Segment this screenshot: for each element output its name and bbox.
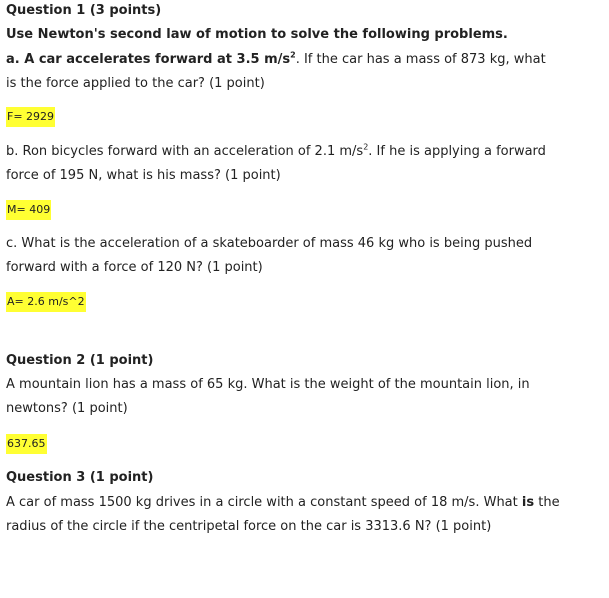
question-3-start: A car of mass 1500 kg drives in a circle with a constant speed of 18 m/s. What: [6, 495, 522, 510]
superscript-2: 2: [290, 50, 296, 60]
question-1a-rest: If the car has a mass of 873 kg, what: [299, 52, 546, 67]
answer-1c: A= 2.6 m/s^2: [6, 292, 86, 312]
question-1-intro: Use Newton's second law of motion to solve the following problems.: [6, 27, 508, 42]
question-1a-line-2: is the force applied to the car? (1 point): [6, 76, 265, 91]
question-1b-start: b. Ron bicycles forward with an acceleration of 2.1 m/s: [6, 144, 364, 159]
answer-1b-row: [6, 200, 596, 220]
answer-1b: M= 409: [6, 200, 51, 220]
answer-2: 637.65: [6, 434, 47, 454]
question-2-line-1: A mountain lion has a mass of 65 kg. What is the weight of the mountain lion, in: [6, 377, 530, 392]
answer-1a-row: [6, 107, 596, 127]
question-1-title: Question 1 (3 points): [6, 3, 162, 18]
question-3-title: Question 3 (1 point): [6, 470, 154, 485]
question-1c-line-2: forward with a force of 120 N? (1 point): [6, 260, 263, 275]
answer-2-row: [6, 434, 596, 454]
answer-1c-row: [6, 292, 596, 312]
question-1b-end: . If he is applying a forward: [368, 144, 546, 159]
question-3-bold-word: is: [521, 495, 535, 510]
question-1a-lead-text: a. A car accelerates forward at 3.5 m/s: [6, 52, 291, 67]
question-1a-period: .: [295, 52, 300, 67]
question-3-line-2: radius of the circle if the centripetal force on the car is 3313.6 N? (1 point): [6, 519, 492, 534]
question-1b-line-2: force of 195 N, what is his mass? (1 point): [6, 168, 281, 183]
question-1b-line-1: [6, 140, 596, 164]
question-1c-line-1: c. What is the acceleration of a skateboarder of mass 46 kg who is being pushed: [6, 236, 533, 251]
superscript-2: 2: [363, 142, 369, 152]
question-2-line-2: newtons? (1 point): [6, 401, 128, 416]
answer-1a: F= 2929: [6, 107, 55, 127]
question-1a-line-1: [6, 48, 596, 72]
question-2-title: Question 2 (1 point): [6, 353, 154, 368]
question-1a-lead: [6, 52, 296, 67]
question-3-end: the: [534, 495, 560, 510]
question-3-line-1: [6, 491, 596, 515]
